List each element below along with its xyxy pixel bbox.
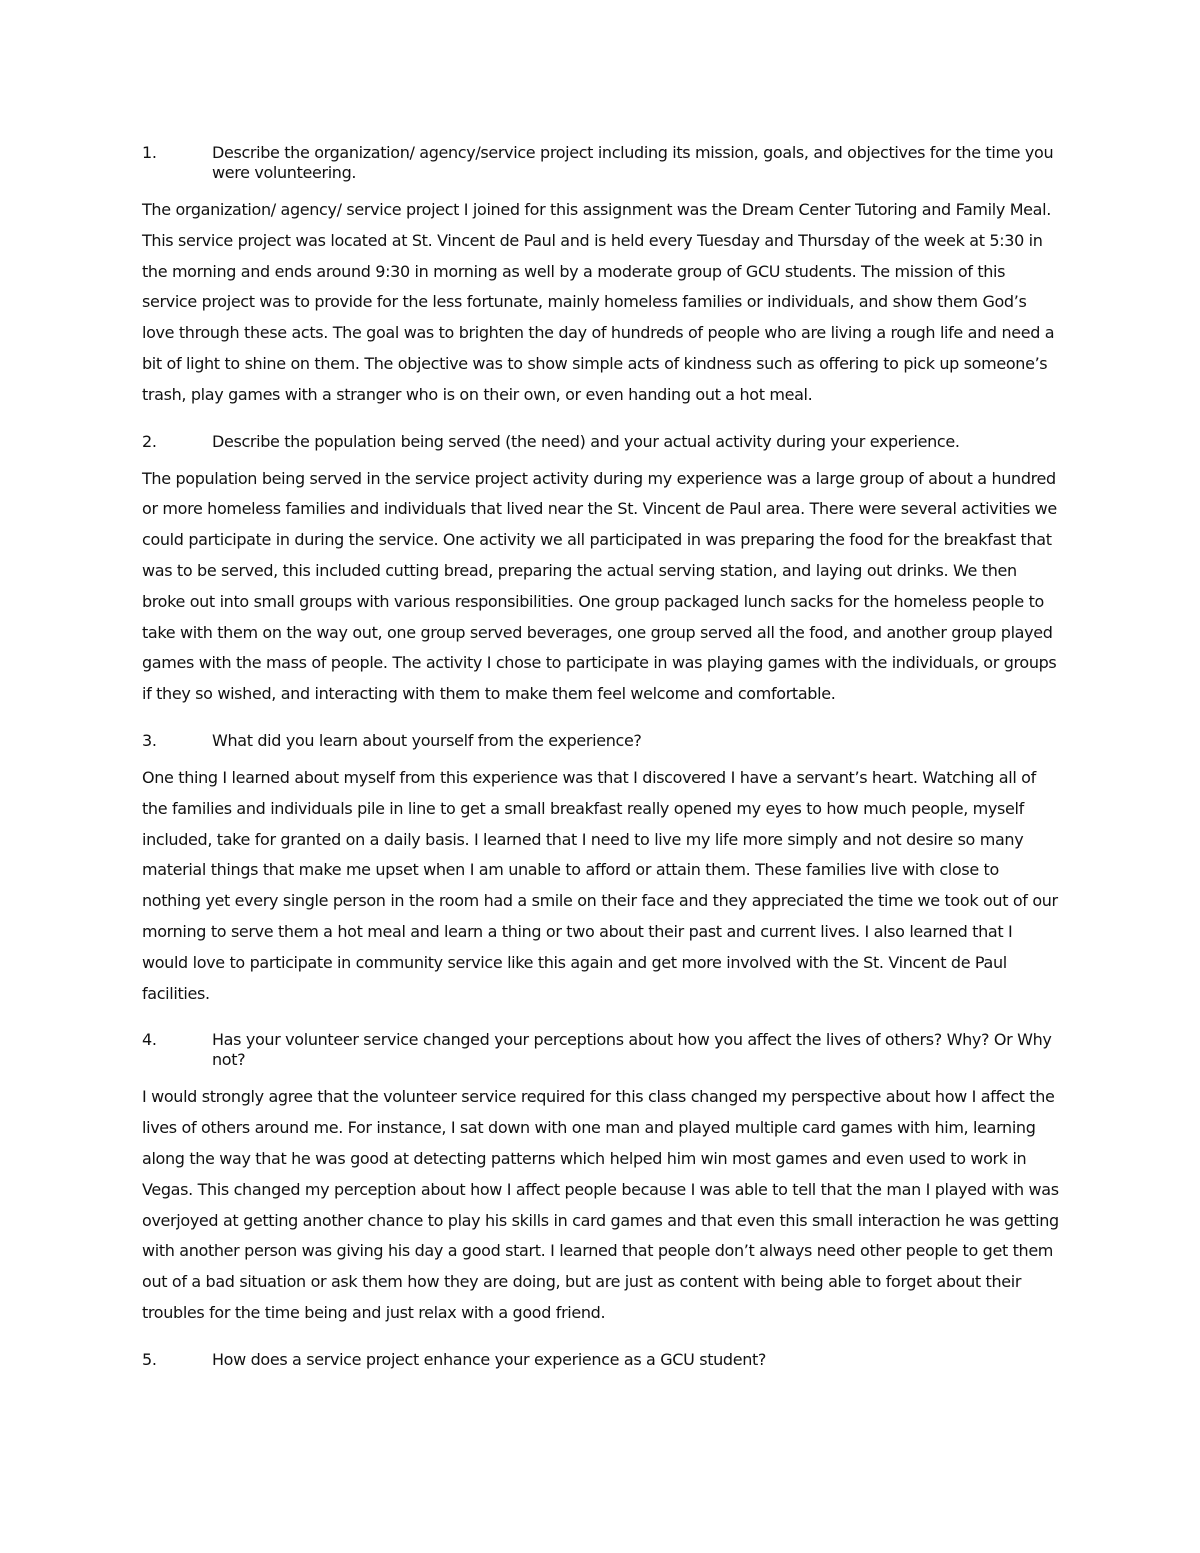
answer-1: The organization/ agency/ service project I joined for this assignment was the Dream Center Tutoring and Family Meal. This service project was located at St. Vincent de Paul and is held every Tuesday and Thursday of the week at 5:30 in the morning and ends around 9:30 in morning as well by a moderate group of GCU students. The mission of this service project was to provide for the less fortunate, mainly homeless families or individuals, and show them God’s love through these acts. The goal was to brighten the day of hundreds of people who are living a rough life and need a bit of light to shine on them. The objective was to show simple acts of kindness such as offering to pick up someone’s trash, play games with a stranger who is on their own, or even handing out a hot meal. bbox=[142, 200, 1055, 404]
question-number: 5. bbox=[142, 1349, 157, 1369]
answer-2: The population being served in the service project activity during my experience was a large group of about a hundred or more homeless families and individuals that lived near the St. Vincent de Paul area. There were several activities we could participate in during the service. One activity we all participated in was preparing the food for the breakfast that was to be served, this included cutting bread, preparing the actual serving station, and laying out drinks. We then broke out into small groups with various responsibilities. One group packaged lunch sacks for the homeless people to take with them on the way out, one group served beverages, one group served all the food, and another group played games with the mass of people. The activity I chose to participate in was playing games with the individuals, or groups if they so wished, and interacting with them to make them feel welcome and comfortable. bbox=[142, 468, 1057, 704]
question-1 bbox=[142, 143, 1060, 183]
question-text: Describe the population being served (the need) and your actual activity during your experience. bbox=[212, 431, 960, 451]
question-number: 3. bbox=[142, 730, 157, 750]
question-number: 2. bbox=[142, 431, 157, 451]
question-2 bbox=[142, 432, 1060, 452]
answer-3: One thing I learned about myself from this experience was that I discovered I have a servant’s heart. Watching all of the families and individuals pile in line to get a small breakfast really opened my eyes to how much people, myself included, take for granted on a daily basis. I learned that I need to live my life more simply and not desire so many material things that make me upset when I am unable to afford or attain them. These families live with close to nothing yet every single person in the room had a smile on their face and they appreciated the time we took out of our morning to serve them a hot meal and learn a thing or two about their past and current lives. I also learned that I would love to participate in community service like this again and get more involved with the St. Vincent de Paul facilities. bbox=[142, 767, 1058, 1003]
question-number: 4. bbox=[142, 1030, 157, 1050]
question-5 bbox=[142, 1350, 1060, 1370]
question-3 bbox=[142, 731, 1060, 751]
answer-4: I would strongly agree that the volunteer service required for this class changed my perspective about how I affect the lives of others around me. For instance, I sat down with one man and played multiple card games with him, learning along the way that he was good at detecting patterns which helped him win most games and even used to work in Vegas. This changed my perception about how I affect people because I was able to tell that the man I played with was overjoyed at getting another chance to play his skills in card games and that even this small interaction he was getting with another person was giving his day a good start. I learned that people don’t always need other people to get them out of a bad situation or ask them how they are doing, but are just as content with being able to forget about their troubles for the time being and just relax with a good friend. bbox=[142, 1087, 1059, 1322]
question-text: What did you learn about yourself from the experience? bbox=[212, 730, 642, 750]
question-text: How does a service project enhance your experience as a GCU student? bbox=[212, 1349, 767, 1369]
document-body bbox=[142, 138, 1060, 1382]
question-text: Has your volunteer service changed your perceptions about how you affect the lives of others? Why? Or Why not? bbox=[212, 1030, 1052, 1070]
question-number: 1. bbox=[142, 143, 157, 162]
question-text: Describe the organization/ agency/service project including its mission, goals, and objectives for the time you were volunteering. bbox=[212, 143, 1054, 182]
question-4 bbox=[142, 1030, 1060, 1070]
